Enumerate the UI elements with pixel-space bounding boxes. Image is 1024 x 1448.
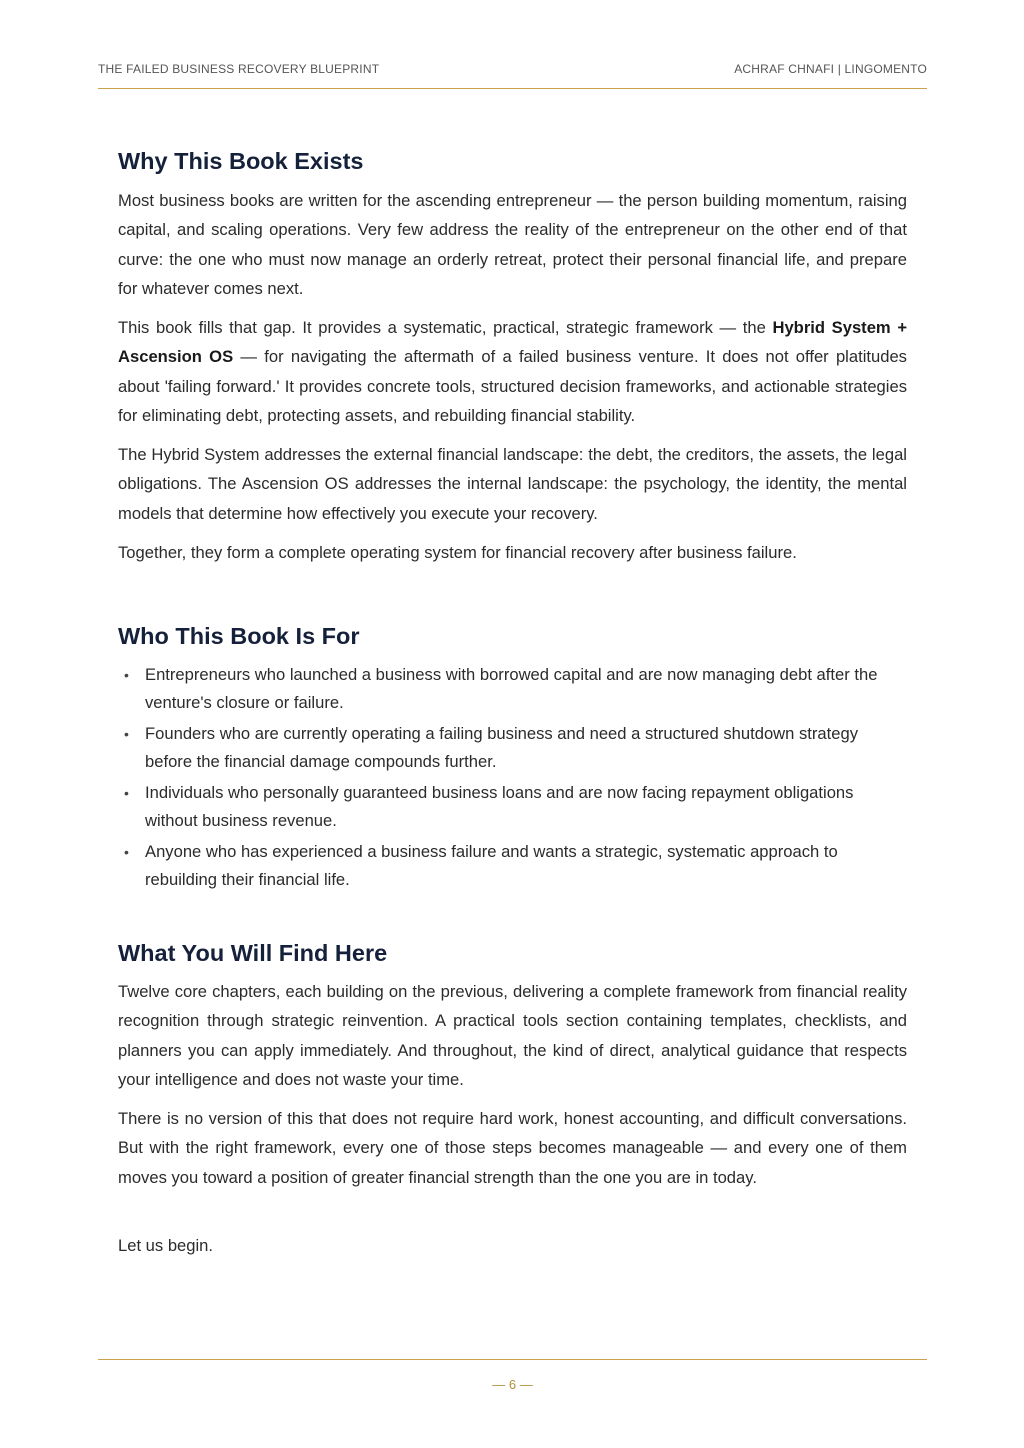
- list-item: [118, 779, 907, 835]
- paragraph: Twelve core chapters, each building on the previous, delivering a complete framework from financial reality recognition through strategic reinvention. A practical tools section containing templates, checklists, and planners you can apply immediately. And throughout, the kind of direct, analytical guidance that respects your intelligence and does not waste your time.: [118, 982, 907, 1089]
- paragraph-text: — for navigating the aftermath of a failed business venture. It does not offer platitudes about 'failing forward.' It provides concrete tools, structured decision frameworks, and actionable strategies for eliminating debt, protecting assets, and rebuilding financial stability.: [118, 347, 907, 425]
- audience-list: [118, 661, 907, 897]
- running-book-title: THE FAILED BUSINESS RECOVERY BLUEPRINT: [98, 62, 380, 76]
- bullet-icon: •: [124, 667, 129, 683]
- page-header: [98, 60, 927, 89]
- paragraph: Together, they form a complete operating system for financial recovery after business failure.: [118, 543, 797, 562]
- list-item-text: Individuals who personally guaranteed business loans and are now facing repayment obligations without business revenue.: [145, 783, 854, 830]
- list-item: [118, 661, 907, 717]
- paragraph: The Hybrid System addresses the external financial landscape: the debt, the creditors, the assets, the legal obligations. The Ascension OS addresses the internal landscape: the psychology, the identity, the mental models that determine how effectively you execute your recovery.: [118, 445, 907, 523]
- page-number: — 6 —: [492, 1377, 533, 1392]
- paragraph: [118, 313, 907, 430]
- section-heading-why: Why This Book Exists: [118, 148, 364, 174]
- paragraph: Most business books are written for the ascending entrepreneur — the person building momentum, raising capital, and scaling operations. Very few address the reality of the entrepreneur on the other end of that curve: the one who must now manage an orderly retreat, protect their personal financial life, and prepare for whatever comes next.: [118, 191, 907, 298]
- paragraph: Let us begin.: [118, 1236, 214, 1255]
- bullet-icon: •: [124, 726, 129, 742]
- running-author: ACHRAF CHNAFI | LINGOMENTO: [734, 62, 927, 76]
- paragraph-text: This book fills that gap. It provides a systematic, practical, strategic framework — the: [118, 318, 773, 337]
- bullet-icon: •: [124, 844, 129, 860]
- list-item: [118, 720, 907, 776]
- paragraph: There is no version of this that does not require hard work, honest accounting, and difficult conversations. But with the right framework, every one of those steps becomes manageable — and every one of them moves you toward a position of greater financial strength than the one you are in today.: [118, 1109, 907, 1187]
- list-item-text: Entrepreneurs who launched a business with borrowed capital and are now managing debt after the venture's closure or failure.: [145, 665, 878, 712]
- list-item-text: Founders who are currently operating a failing business and need a structured shutdown strategy before the financial damage compounds further.: [145, 724, 859, 771]
- list-item: [118, 838, 907, 894]
- list-item-text: Anyone who has experienced a business failure and wants a strategic, systematic approach to rebuilding their financial life.: [145, 842, 838, 889]
- bold-system-name: Hybrid System + Ascension OS: [118, 318, 908, 367]
- section-heading-what: What You Will Find Here: [118, 940, 388, 966]
- bullet-icon: •: [124, 785, 129, 801]
- page-footer: [98, 1359, 927, 1400]
- section-heading-who: Who This Book Is For: [118, 623, 360, 649]
